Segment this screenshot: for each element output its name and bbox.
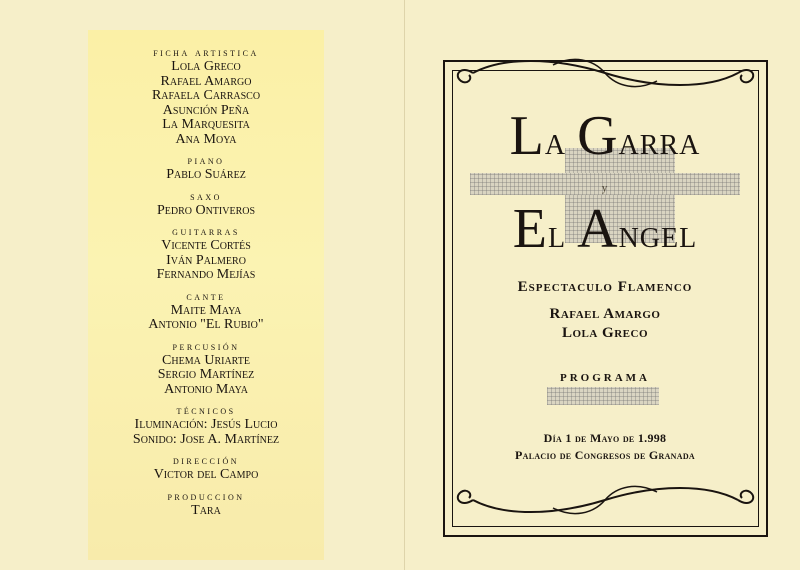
credit-name: Victor del Campo xyxy=(153,467,259,482)
credits-list xyxy=(88,47,324,518)
title-initial-l: L xyxy=(509,105,545,167)
title-line-2 xyxy=(455,198,755,260)
credit-section-title: saxo xyxy=(190,190,222,203)
title-initial-a: A xyxy=(577,198,619,260)
title-word-el-rest: l xyxy=(548,211,578,256)
bottom-ornament xyxy=(443,478,768,518)
credit-name: Asunción Peña xyxy=(162,102,250,118)
credit-name: Tara xyxy=(191,502,221,518)
title-conjunction: y xyxy=(601,182,609,194)
credit-section-title: produccion xyxy=(167,490,245,503)
credit-name: Pedro Ontiveros xyxy=(156,202,256,218)
credit-name: Maite Maya xyxy=(170,302,242,318)
title-line-1 xyxy=(455,105,755,167)
credit-name: Sergio Martínez xyxy=(157,367,255,382)
credit-name: Iluminación: Jesús Lucio xyxy=(134,417,278,432)
credit-name: Sonido: Jose A. Martínez xyxy=(132,431,280,447)
title-word-angel-rest: ngel xyxy=(618,211,698,256)
show-subtitle: Espectaculo Flamenco xyxy=(517,279,693,295)
credit-name: Lola Greco xyxy=(171,59,241,74)
performer-2: Lola Greco xyxy=(561,325,649,341)
program-label: PROGRAMA xyxy=(560,372,650,384)
event-venue: Palacio de Congresos de Granada xyxy=(515,448,695,462)
title-initial-g: G xyxy=(577,105,619,167)
credit-name: Fernando Mejías xyxy=(156,267,256,282)
credit-name: Antonio "El Rubio" xyxy=(148,317,264,332)
top-ornament xyxy=(443,55,768,95)
credit-name: Chema Uriarte xyxy=(162,352,250,368)
title-word-garra-rest: arra xyxy=(618,118,701,163)
credit-name: Ana Moya xyxy=(175,131,237,147)
performer-1: Rafael Amargo xyxy=(549,306,661,322)
credit-name: Rafael Amargo xyxy=(160,73,252,89)
credit-section-title: cante xyxy=(186,290,226,303)
credit-section-title: percusión xyxy=(172,340,240,353)
title-word-la-rest: a xyxy=(544,118,578,163)
credit-section-title: guitarras xyxy=(172,226,240,238)
credit-name: Vicente Cortés xyxy=(161,238,251,253)
credit-name: La Marquesita xyxy=(162,117,250,132)
credits-panel xyxy=(88,30,324,560)
credit-section-title: ficha artistica xyxy=(153,47,259,59)
credit-name: Pablo Suárez xyxy=(166,167,246,182)
credit-name: Antonio Maya xyxy=(164,381,248,397)
credit-name: Rafaela Carrasco xyxy=(151,88,261,103)
program-halftone-bar xyxy=(547,387,659,405)
credit-name: Iván Palmero xyxy=(166,252,246,268)
page-fold xyxy=(404,0,405,570)
title-initial-e: E xyxy=(512,198,548,260)
credit-section-title: dirección xyxy=(172,455,240,467)
event-date: Día 1 de Mayo de 1.998 xyxy=(543,431,667,445)
credit-section-title: técnicos xyxy=(176,405,236,417)
credit-section-title: piano xyxy=(187,155,225,167)
